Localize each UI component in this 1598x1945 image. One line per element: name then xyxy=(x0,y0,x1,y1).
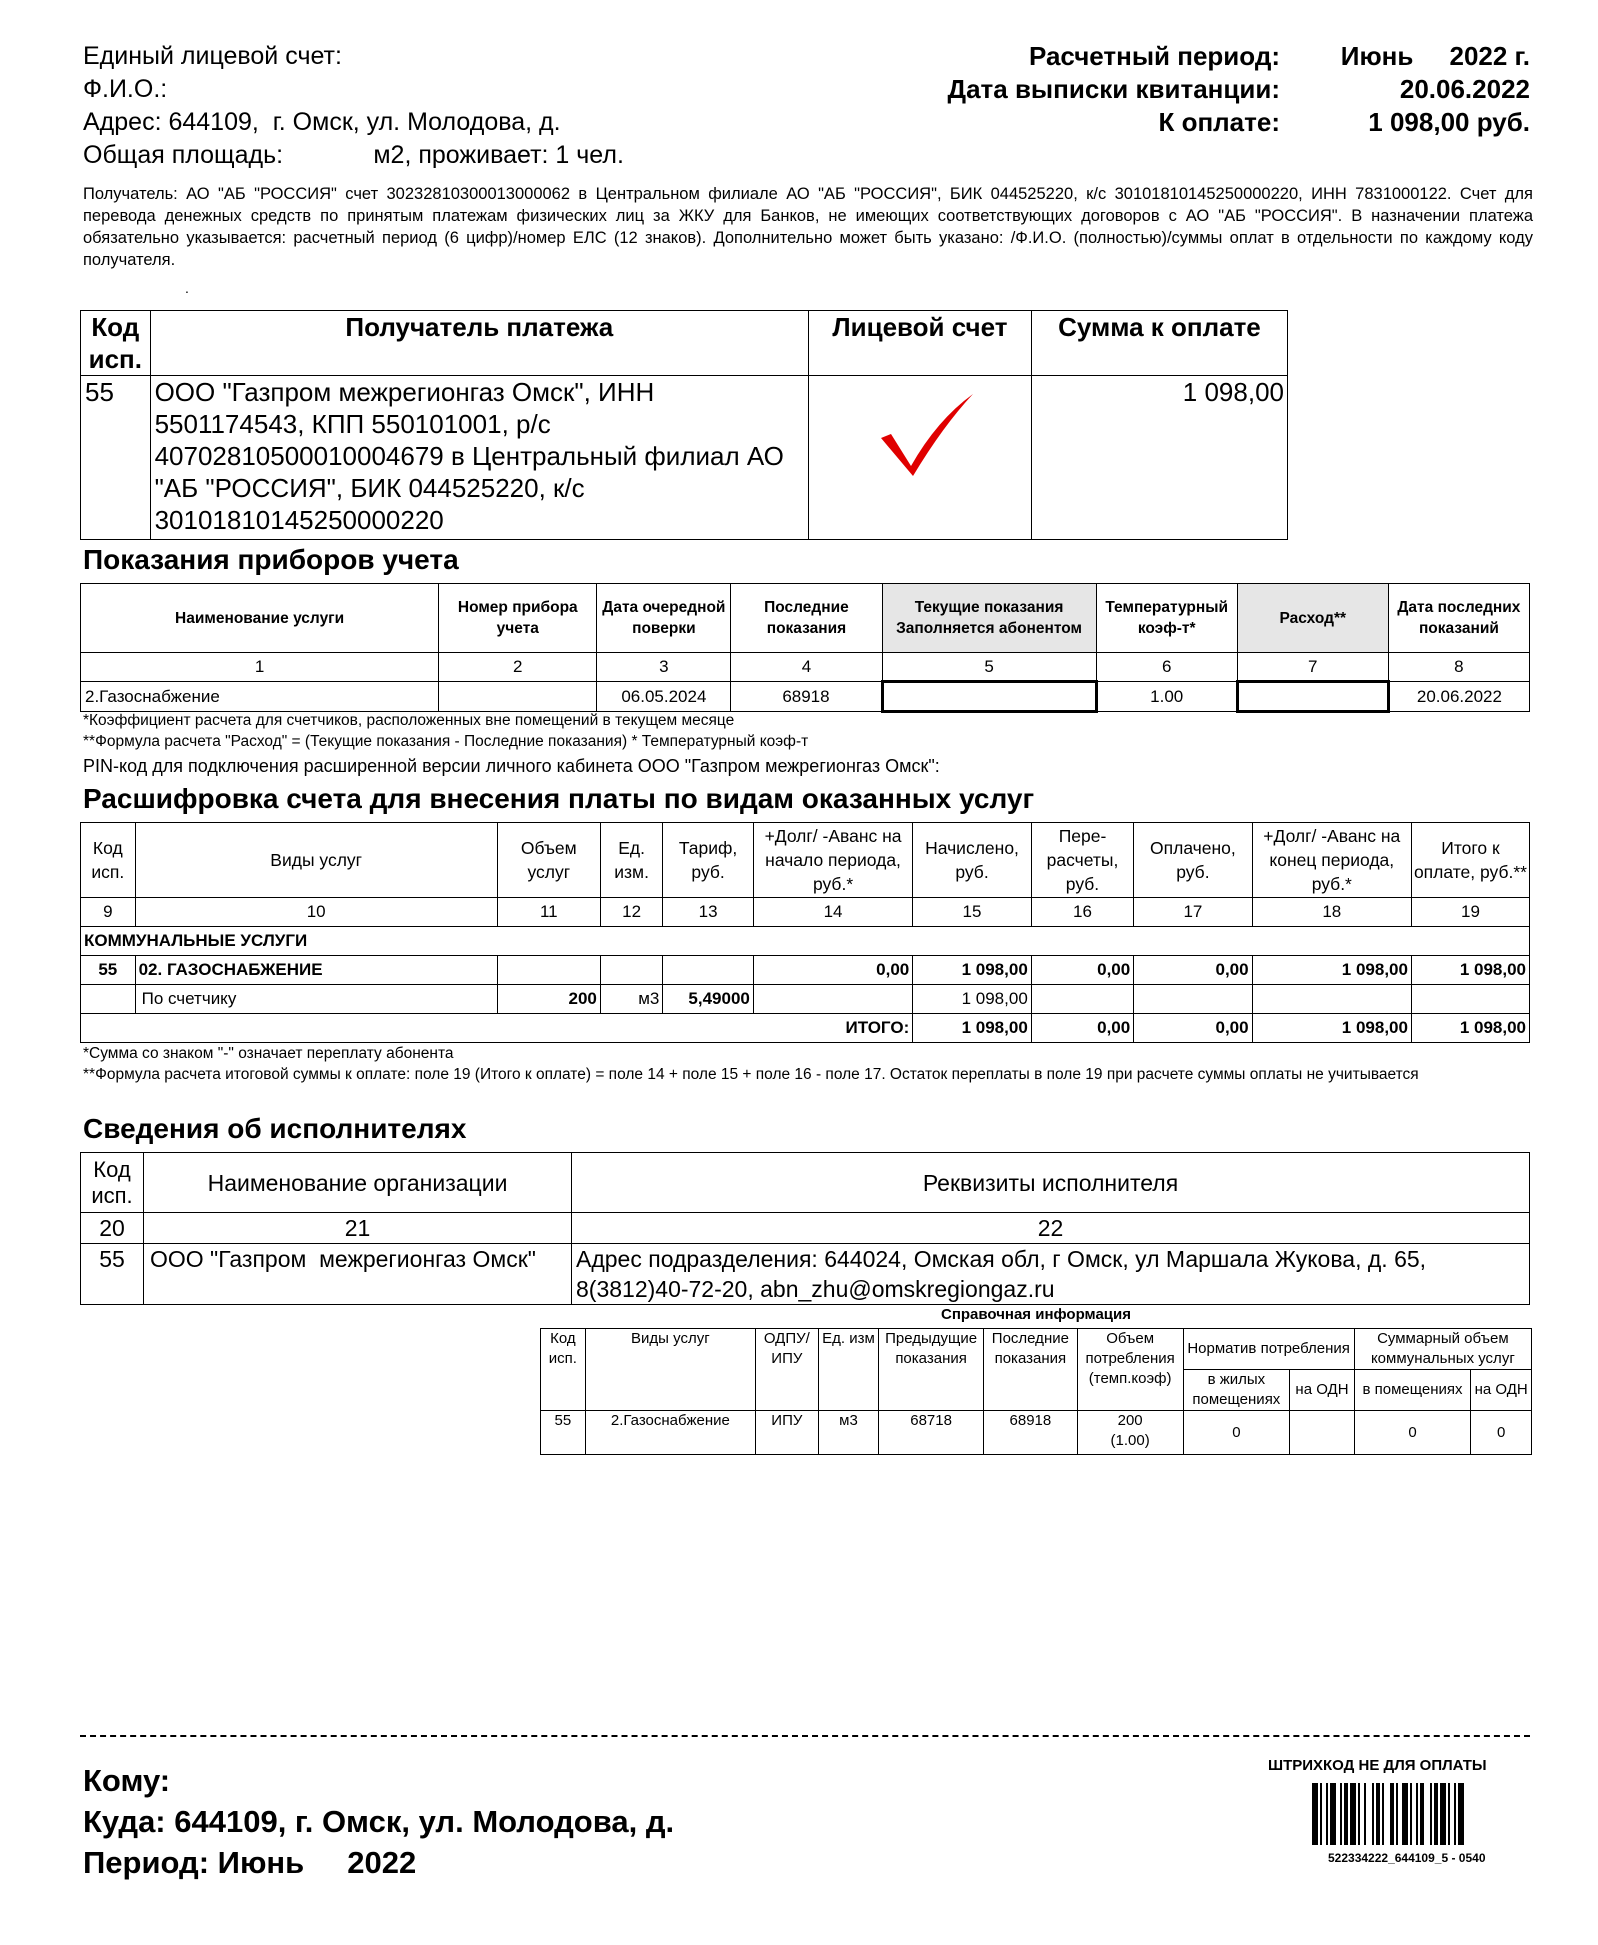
bd-service-volume xyxy=(497,956,600,985)
consumption-input[interactable] xyxy=(1237,682,1388,712)
executors-table xyxy=(80,1152,1530,1305)
meter-num-5: 5 xyxy=(882,653,1096,682)
current-reading-input[interactable] xyxy=(882,682,1096,712)
meters-notes xyxy=(83,710,940,778)
ex-code: 55 xyxy=(81,1244,144,1305)
breakdown-title: Расшифровка счета для внесения платы по видам оказанных услуг xyxy=(83,783,1035,814)
account-number-label: Единый лицевой счет: xyxy=(83,42,342,70)
bd-meter-volume: 200 xyxy=(497,985,600,1014)
ref-sub-odn: на ОДН xyxy=(1290,1370,1355,1411)
meters-note-1: *Коэффициент расчета для счетчиков, расположенных вне помещений в текущем месяце xyxy=(83,712,735,729)
breakdown-table xyxy=(80,822,1530,1043)
col-recipient: Получатель платежа xyxy=(150,311,808,376)
ref-col-code: Код исп. xyxy=(541,1329,586,1411)
period-footer-label: Период: Июнь 2022 xyxy=(83,1845,417,1880)
breakdown-note-1: *Сумма со знаком "-" означает переплату абонента xyxy=(83,1045,454,1062)
bd-col-volume: Объем услуг xyxy=(497,823,600,898)
ex-col-details: Реквизиты исполнителя xyxy=(572,1153,1530,1213)
meter-last-date: 20.06.2022 xyxy=(1388,682,1529,712)
meter-num-2: 2 xyxy=(439,653,597,682)
ex-num: 22 xyxy=(572,1213,1530,1244)
meters-table xyxy=(80,583,1530,713)
bd-col-code: Код исп. xyxy=(81,823,136,898)
account-info xyxy=(83,40,624,172)
bd-meter-name: По счетчику xyxy=(135,985,497,1014)
meters-title: Показания приборов учета xyxy=(83,544,459,575)
ref-total-premises: 0 xyxy=(1354,1411,1471,1455)
bd-col-paid: Оплачено, руб. xyxy=(1134,823,1252,898)
ref-norm-living: 0 xyxy=(1183,1411,1290,1455)
meter-num-1: 1 xyxy=(81,653,439,682)
bd-service-charged: 1 098,00 xyxy=(913,956,1032,985)
ref-sub-premises: в помещениях xyxy=(1354,1370,1471,1411)
bd-num: 14 xyxy=(753,898,912,927)
to-label: Кому: xyxy=(83,1763,171,1798)
col-code: Код исп. xyxy=(81,311,151,376)
meter-number xyxy=(439,682,597,712)
ref-unit: м3 xyxy=(818,1411,878,1455)
breakdown-notes xyxy=(83,1043,1533,1085)
payment-recipient: ООО "Газпром межрегионгаз Омск", ИНН 5501174543, КПП 550101001, р/с 40702810500010004679 в Центральный филиал АО "АБ "РОССИЯ", БИК 044525220, к/с 30101810145250000220 xyxy=(150,376,808,540)
bd-num: 13 xyxy=(663,898,754,927)
payment-table xyxy=(80,310,1288,540)
recipient-details: Получатель: АО "АБ "РОССИЯ" счет 30232810300013000062 в Центральном филиале АО "АБ "РОССИЯ", БИК 044525220, к/с 30101810145250000220, ИНН 7831000122. Счет для перевода денежных средств по принятым платежам физических лиц за ЖКУ для Банков, не имеющих соответствующих договоров с АО "АБ "РОССИЯ". В назначении платежа обязательно указывается: расчетный период (6 цифр)/номер ЕЛС (12 знаков). Дополнительно может быть указано: /Ф.И.О. (полностью)/суммы оплат в отдельности по каждому коду получателя. xyxy=(83,185,1533,269)
period-value: Июнь 2022 г. xyxy=(1340,41,1530,71)
bd-meter-paid xyxy=(1134,985,1252,1014)
barcode-icon xyxy=(1312,1783,1507,1845)
bd-service-unit xyxy=(600,956,662,985)
meter-col-temp: Температурный коэф-т* xyxy=(1096,584,1237,653)
bd-total-label: ИТОГО: xyxy=(81,1014,913,1043)
bd-num: 10 xyxy=(135,898,497,927)
amount-due-value: 1 098,00 руб. xyxy=(1368,107,1530,137)
ref-norm-odn xyxy=(1290,1411,1355,1455)
ref-col-prev: Предыдущие показания xyxy=(879,1329,984,1411)
bd-num: 9 xyxy=(81,898,136,927)
meter-col-last-date: Дата последних показаний xyxy=(1388,584,1529,653)
ref-col-norm: Норматив потребления xyxy=(1183,1329,1354,1370)
bd-total-recalc: 0,00 xyxy=(1031,1014,1133,1043)
meter-num-6: 6 xyxy=(1096,653,1237,682)
ref-col-volume: Объем потребления (темп.коэф) xyxy=(1077,1329,1183,1411)
meter-num-8: 8 xyxy=(1388,653,1529,682)
payment-account xyxy=(809,376,1032,540)
meter-num-7: 7 xyxy=(1237,653,1388,682)
ref-total-odn: 0 xyxy=(1471,1411,1532,1455)
bd-col-debt-start: +Долг/ -Аванс на начало периода, руб.* xyxy=(753,823,912,898)
meter-col-consumption: Расход** xyxy=(1237,584,1388,653)
col-amount: Сумма к оплате xyxy=(1031,311,1287,376)
bd-service-tariff xyxy=(663,956,754,985)
reference-title: Справочная информация xyxy=(940,1306,1131,1323)
bd-group-label: КОММУНАЛЬНЫЕ УСЛУГИ xyxy=(81,927,1530,956)
bd-service-recalc: 0,00 xyxy=(1031,956,1133,985)
ref-col-total: Суммарный объем коммунальных услуг xyxy=(1354,1329,1531,1370)
meter-service: 2.Газоснабжение xyxy=(81,682,439,712)
bd-total-charged: 1 098,00 xyxy=(913,1014,1032,1043)
bd-num: 15 xyxy=(913,898,1032,927)
meter-col-check-date: Дата очередной поверки xyxy=(597,584,731,653)
bd-total-paid: 0,00 xyxy=(1134,1014,1252,1043)
issue-date-value: 20.06.2022 xyxy=(1399,74,1530,104)
meter-col-number: Номер прибора учета xyxy=(439,584,597,653)
amount-due-label: К оплате: xyxy=(1158,107,1280,137)
pin-code-label: PIN-код для подключения расширенной версии личного кабинета ООО "Газпром межрегионгаз Омск": xyxy=(83,756,940,776)
bd-service-code: 55 xyxy=(81,956,136,985)
where-label: Куда: 644109, г. Омск, ул. Молодова, д. xyxy=(83,1804,675,1839)
bd-meter-debt-start xyxy=(753,985,912,1014)
ref-volume xyxy=(1077,1411,1183,1455)
bd-service-total: 1 098,00 xyxy=(1411,956,1529,985)
ref-last: 68918 xyxy=(984,1411,1078,1455)
ex-org: ООО "Газпром межрегионгаз Омск" xyxy=(144,1244,572,1305)
bd-total-sum: 1 098,00 xyxy=(1411,1014,1529,1043)
executors-title: Сведения об исполнителях xyxy=(83,1113,467,1144)
bd-col-debt-end: +Долг/ -Аванс на конец периода, руб.* xyxy=(1252,823,1411,898)
bd-num: 11 xyxy=(497,898,600,927)
meter-last-reading: 68918 xyxy=(731,682,882,712)
ex-details: Адрес подразделения: 644024, Омская обл, г Омск, ул Маршала Жукова, д. 65, 8(3812)40-72-20, abn_zhu@omskregiongaz.ru xyxy=(572,1244,1530,1305)
bd-meter-tariff: 5,49000 xyxy=(663,985,754,1014)
bd-col-services: Виды услуг xyxy=(135,823,497,898)
period-label: Расчетный период: xyxy=(1028,41,1280,71)
bd-col-total: Итого к оплате, руб.** xyxy=(1411,823,1529,898)
ref-sub-living: в жилых помещениях xyxy=(1183,1370,1290,1411)
ref-col-last: Последние показания xyxy=(984,1329,1078,1411)
barcode-number: 522334222_644109_5 - 0540 xyxy=(1328,1851,1486,1865)
bd-service-name: 02. ГАЗОСНАБЖЕНИЕ xyxy=(135,956,497,985)
bd-num: 16 xyxy=(1031,898,1133,927)
payment-amount: 1 098,00 xyxy=(1031,376,1287,540)
bd-col-charged: Начислено, руб. xyxy=(913,823,1032,898)
bd-num: 17 xyxy=(1134,898,1252,927)
meters-note-2: **Формула расчета "Расход" = (Текущие показания - Последние показания) * Температурный коэф-т xyxy=(83,733,809,750)
ref-col-meter-type: ОДПУ/ ИПУ xyxy=(755,1329,818,1411)
bd-num: 18 xyxy=(1252,898,1411,927)
col-account: Лицевой счет xyxy=(809,311,1032,376)
meter-col-last: Последние показания xyxy=(731,584,882,653)
meter-check-date: 06.05.2024 xyxy=(597,682,731,712)
bd-col-tariff: Тариф, руб. xyxy=(663,823,754,898)
ref-meter-type: ИПУ xyxy=(755,1411,818,1455)
ex-num: 20 xyxy=(81,1213,144,1244)
dot-mark: . xyxy=(185,280,189,296)
bd-meter-charged: 1 098,00 xyxy=(913,985,1032,1014)
ref-col-unit: Ед. изм xyxy=(818,1329,878,1411)
ex-num: 21 xyxy=(144,1213,572,1244)
bd-service-debt-end: 1 098,00 xyxy=(1252,956,1411,985)
cut-line xyxy=(80,1735,1530,1737)
ref-volume-coef: (1.00) xyxy=(1110,1432,1150,1449)
reference-table xyxy=(540,1328,1532,1455)
ref-code: 55 xyxy=(541,1411,586,1455)
bd-meter-code xyxy=(81,985,136,1014)
meter-num-3: 3 xyxy=(597,653,731,682)
bd-col-recalc: Пере-расчеты, руб. xyxy=(1031,823,1133,898)
meter-num-4: 4 xyxy=(731,653,882,682)
bd-service-paid: 0,00 xyxy=(1134,956,1252,985)
bd-total-debt-end: 1 098,00 xyxy=(1252,1014,1411,1043)
barcode-label: ШТРИХКОД НЕ ДЛЯ ОПЛАТЫ xyxy=(1268,1757,1487,1774)
ref-sub-odn-2: на ОДН xyxy=(1471,1370,1532,1411)
bd-num: 19 xyxy=(1411,898,1529,927)
full-name-label: Ф.И.О.: xyxy=(83,75,168,103)
area-label: Общая площадь: м2, проживает: 1 чел. xyxy=(83,141,624,169)
payment-code: 55 xyxy=(81,376,151,540)
mailing-info xyxy=(83,1760,674,1883)
meter-col-current: Текущие показания Заполняется абонентом xyxy=(882,584,1096,653)
ex-col-code: Код исп. xyxy=(81,1153,144,1213)
address-label: Адрес: 644109, г. Омск, ул. Молодова, д. xyxy=(83,108,561,136)
checkmark-icon xyxy=(877,390,977,480)
meter-col-service: Наименование услуги xyxy=(81,584,439,653)
bd-meter-unit: м3 xyxy=(600,985,662,1014)
ref-col-services: Виды услуг xyxy=(585,1329,755,1411)
bd-meter-debt-end xyxy=(1252,985,1411,1014)
issue-date-label: Дата выписки квитанции: xyxy=(947,74,1280,104)
ref-service: 2.Газоснабжение xyxy=(585,1411,755,1455)
breakdown-note-2: **Формула расчета итоговой суммы к оплате: поле 19 (Итого к оплате) = поле 14 + поле 15 + поле 16 - поле 17. Остаток переплаты в поле 19 при расчете суммы оплаты не учитывается xyxy=(83,1066,1419,1083)
bd-service-debt-start: 0,00 xyxy=(753,956,912,985)
bd-num: 12 xyxy=(600,898,662,927)
ref-prev: 68718 xyxy=(879,1411,984,1455)
ref-volume-value: 200 xyxy=(1117,1412,1143,1429)
meter-temp-coef: 1.00 xyxy=(1096,682,1237,712)
bd-meter-recalc xyxy=(1031,985,1133,1014)
ex-col-org: Наименование организации xyxy=(144,1153,572,1213)
billing-summary xyxy=(880,40,1530,139)
bd-meter-total xyxy=(1411,985,1529,1014)
bd-col-unit: Ед. изм. xyxy=(600,823,662,898)
